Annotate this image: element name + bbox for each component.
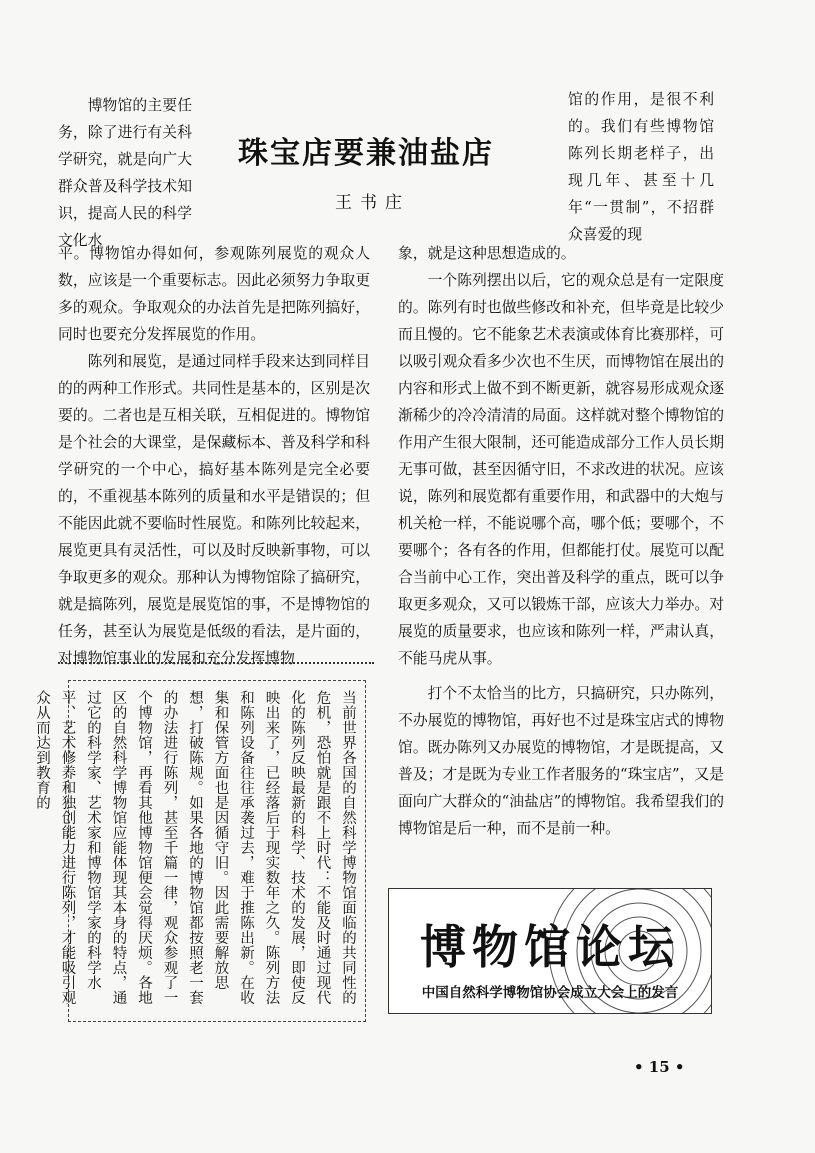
sidebar-vertical-text: 当前世界各国的自然科学博物馆面临的共同性的危机，恐怕就是跟不上时代：不能及时通过现代化的陈列反映最新的科学、技术的发展，即使反映出来了，已经落后于现实数年之久。陈列方法和陈列设备往往承袭过去，难于推陈出新。在收集和保管方面也是因循守旧。因此需要解放思想，打破陈规。如果各地的博物馆都按照老一套的办法进行陈列，甚至千篇一律，观众参观了一个博物馆，再看其他博物馆便会觉得厌烦。各地区的自然科学博物馆应能体现其本身的特点，通过它的科学家、艺术家和博物馆学家的科学水平、艺术修养和独创能力进行陈列，才能吸引观众从而达到教育的: [34, 690, 356, 1005]
right-column: [398, 240, 724, 842]
forum-banner: [388, 888, 712, 1014]
left-column: [58, 240, 370, 672]
left-top-paragraph: 博物馆的主要任务，除了进行有关科学研究，就是向广大群众普及科学技术知识，提高人民的科学文化水: [58, 97, 192, 249]
forum-title: 博物馆论坛: [420, 920, 680, 974]
left-paragraph-1: 平。博物馆办得如何，参观陈列展览的观众人数，应该是一个重要标志。因此必须努力争取更多的观众。争取观众的办法首先是把陈列搞好，同时也要充分发挥展览的作用。: [58, 245, 370, 343]
forum-subtitle: 中国自然科学博物馆协会成立大会上的发言: [421, 985, 679, 1001]
right-top-paragraph: 馆的作用，是很不利的。我们有些博物馆陈列长期老样子，出现几年、甚至十几年“一贯制”，不招群众喜爱的现: [568, 91, 714, 243]
right-paragraph-1: 象，就是这种思想造成的。: [398, 245, 576, 262]
right-paragraph-3: 打个不太恰当的比方，只搞研究，只办陈列，不办展览的博物馆，再好也不过是珠宝店式的博物馆。既办陈列又办展览的博物馆，才是既提高，又普及；才是既为专业工作者服务的“珠宝店”，又是面向广大群众的“油盐店”的博物馆。我希望我们的博物馆是后一种，而不是前一种。: [398, 685, 724, 837]
left-paragraph-2: 陈列和展览，是通过同样手段来达到同样目的的两种工作形式。共同性是基本的，区别是次要的。二者也是互相关联，互相促进的。博物馆是个社会的大课堂，是保藏标本、普及科学和科学研究的一个中心，搞好基本陈列是完全必要的，不重视基本陈列的质量和水平是错误的；但不能因此就不要临时性展览。和陈列比较起来，展览更具有灵活性，可以及时反映新事物，可以争取更多的观众。那种认为博物馆除了搞研究，就是搞陈列，展览是展览馆的事，不是博物馆的任务，甚至认为展览是低级的看法，是片面的，对博物馆事业的发展和充分发挥博物: [58, 353, 370, 667]
article-author: 王书庄: [335, 193, 410, 213]
right-paragraph-2: 一个陈列摆出以后，它的观众总是有一定限度的。陈列有时也做些修改和补充，但毕竟是比较少而且慢的。它不能象艺术表演或体育比赛那样，可以吸引观众看多少次也不生厌，而博物馆在展出的内容和形式上做不到不断更新，就容易形成观众逐渐稀少的冷冷清清的局面。这样就对整个博物馆的作用产生很大限制，还可能造成部分工作人员长期无事可做，甚至因循守旧，不求改进的状况。应该说，陈列和展览都有重要作用，和武器中的大炮与机关枪一样，不能说哪个高，哪个低；要哪个，不要哪个；各有各的作用，但都能打仗。展览可以配合当前中心工作，突出普及科学的重点，既可以争取更多观众，又可以锻炼干部，应该大力举办。对展览的质量要求，也应该和陈列一样，严肃认真，不能马虎从事。: [398, 272, 724, 667]
article-title: 珠宝店要兼油盐店: [238, 136, 494, 171]
page-number: • 15 •: [634, 1058, 685, 1076]
column-divider: [58, 662, 374, 664]
